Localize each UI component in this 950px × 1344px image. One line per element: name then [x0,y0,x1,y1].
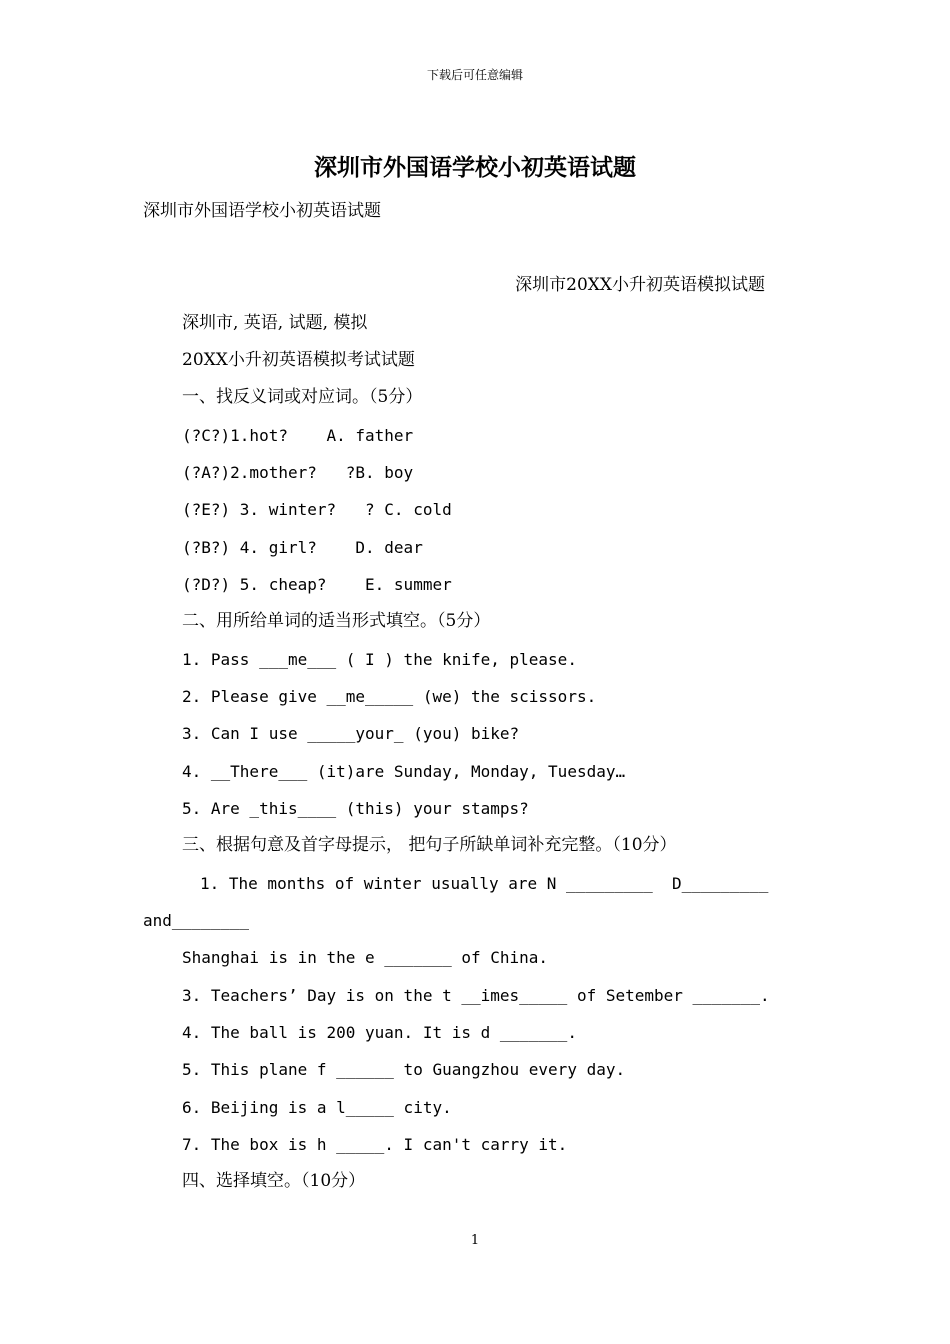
section3-item: Shanghai is in the e _______ of China. [182,948,549,967]
section1-item: (?A?)2.mother? ?B. boy [182,463,414,482]
document-subtitle: 深圳市外国语学校小初英语试题 [143,201,381,221]
section1-item: (?B?) 4. girl? D. dear [182,538,423,557]
exam-name-line: 20XX小升初英语模拟考试试题 [182,350,415,370]
section3-item1-line1: 1. The months of winter usually are N _________ D_________ [200,874,769,893]
section1-item: (?D?) 5. cheap? E. summer [182,575,452,594]
section2-heading: 二、用所给单词的适当形式填空。（5分） [182,611,491,631]
section3-heading: 三、根据句意及首字母提示， 把句子所缺单词补充完整。（10分） [182,835,677,855]
section2-item: 2. Please give __me_____ (we) the scissors. [182,687,597,706]
section3-item: 4. The ball is 200 yuan. It is d _______. [182,1023,577,1042]
section3-item1-line2: and________ [143,911,249,930]
section3-item: 6. Beijing is a l_____ city. [182,1098,452,1117]
section2-item: 5. Are _this____ (this) your stamps? [182,799,529,818]
exam-title: 深圳市20XX小升初英语模拟试题 [515,275,765,295]
section3-item: 3. Teachers’ Day is on the t __imes_____ of Setember _______. [182,986,770,1005]
section2-item: 1. Pass ___me___ ( I ) the knife, please. [182,650,577,669]
section1-item: (?E?) 3. winter? ? C. cold [182,500,452,519]
section3-item: 5. This plane f ______ to Guangzhou every day. [182,1060,626,1079]
section3-item: 7. The box is h _____. I can't carry it. [182,1135,568,1154]
section2-item: 3. Can I use _____your_ (you) bike? [182,724,520,743]
keywords-line: 深圳市, 英语, 试题, 模拟 [182,313,368,333]
page-header-note: 下载后可任意编辑 [426,68,523,82]
section1-item: (?C?)1.hot? A. father [182,426,414,445]
page-number: 1 [470,1233,480,1248]
section1-heading: 一、找反义词或对应词。（5分） [182,387,423,407]
document-title: 深圳市外国语学校小初英语试题 [314,154,636,181]
section4-heading: 四、选择填空。（10分） [182,1171,366,1191]
section2-item: 4. __There___ (it)are Sunday, Monday, Tuesday… [182,762,626,781]
